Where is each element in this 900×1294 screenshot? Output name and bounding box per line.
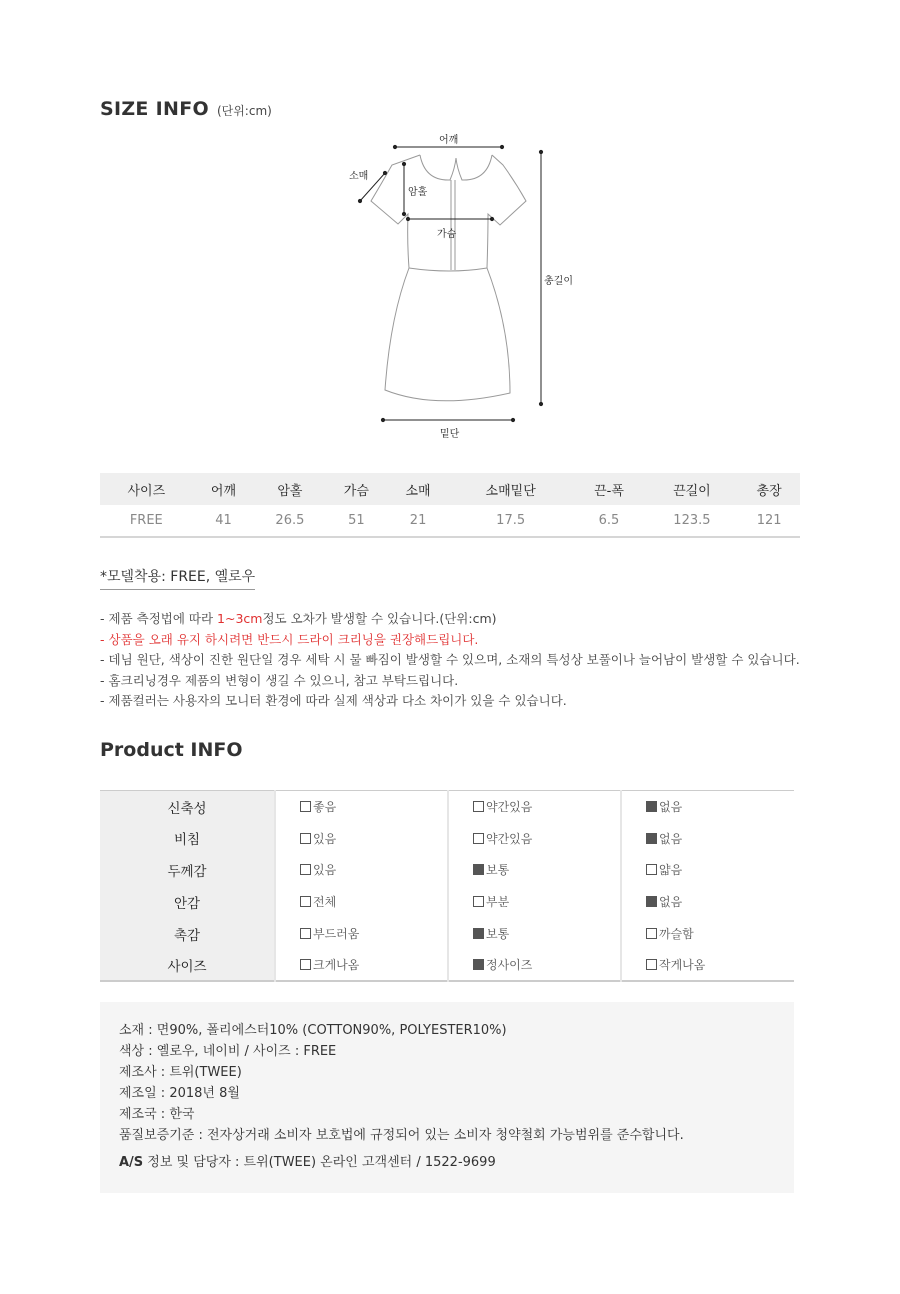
checked-box-icon: [473, 928, 484, 939]
option-label: 까슬함: [659, 927, 694, 942]
checked-box-icon: [473, 864, 484, 875]
option-label: 없음: [659, 831, 683, 846]
product-attr-option: [621, 791, 794, 823]
option-label: 없음: [659, 895, 683, 910]
option-label: 얇음: [659, 863, 683, 878]
option-label: 좋음: [313, 800, 337, 815]
option-label: 없음: [659, 800, 683, 815]
list-item: [100, 630, 800, 651]
unchecked-box-icon: [646, 864, 657, 875]
size-col-strap-length: 끈길이: [646, 473, 739, 505]
product-attr-option: [275, 949, 448, 981]
list-item: [100, 650, 800, 671]
unchecked-box-icon: [300, 928, 311, 939]
note-text: 데님 원단, 색상이 진한 원단일 경우 세탁 시 물 빠짐이 발생할 수 있으며, 소재의 특성상 보풀이나 늘어남이 발생할 수 있습니다.: [108, 652, 800, 667]
label-hem: 밑단: [440, 429, 460, 440]
checked-box-icon: [473, 959, 484, 970]
table-row: [100, 854, 794, 886]
size-col-total-length: 총장: [738, 473, 800, 505]
product-info-title: Product INFO: [100, 739, 243, 761]
unchecked-box-icon: [473, 833, 484, 844]
option-label: 있음: [313, 831, 337, 846]
dress-illustration: [340, 128, 600, 448]
list-item: [100, 671, 800, 692]
table-row: [100, 505, 800, 537]
unchecked-box-icon: [300, 833, 311, 844]
as-text: 정보 및 담당자 : 트위(TWEE) 온라인 고객센터 / 1522-9699: [143, 1155, 496, 1170]
size-cell: 21: [387, 505, 449, 537]
option-label: 부드러움: [313, 927, 360, 942]
unchecked-box-icon: [646, 928, 657, 939]
note-dash: -: [100, 693, 105, 708]
product-attr-label: 안감: [100, 886, 275, 918]
size-info-unit: (단위:cm): [216, 104, 272, 118]
product-attr-label: 신축성: [100, 791, 275, 823]
product-attr-option: [448, 949, 621, 981]
table-row: [100, 822, 794, 854]
unchecked-box-icon: [646, 959, 657, 970]
size-col-shoulder: 어깨: [193, 473, 255, 505]
checked-box-icon: [646, 833, 657, 844]
option-label: 전체: [313, 895, 337, 910]
detail-as-contact: [119, 1152, 794, 1173]
unchecked-box-icon: [300, 896, 311, 907]
table-row: [100, 886, 794, 918]
table-row: [100, 949, 794, 981]
table-row: [100, 791, 794, 823]
label-total-length: 총길이: [544, 276, 573, 287]
size-cell: 17.5: [449, 505, 572, 537]
size-table: [100, 473, 800, 538]
product-attr-option: [621, 949, 794, 981]
size-cell: 121: [738, 505, 800, 537]
product-attr-option: [275, 918, 448, 950]
product-attr-label: 촉감: [100, 918, 275, 950]
unchecked-box-icon: [300, 959, 311, 970]
dress-size-diagram: [340, 128, 600, 448]
size-cell: 41: [193, 505, 255, 537]
product-attr-option: [275, 791, 448, 823]
checked-box-icon: [646, 801, 657, 812]
product-attr-option: [448, 822, 621, 854]
option-label: 약간있음: [486, 800, 533, 815]
size-col-sleeve-hem: 소매밑단: [449, 473, 572, 505]
product-attr-option: [448, 918, 621, 950]
size-info-heading: [100, 98, 272, 120]
detail-country: 제조국 : 한국: [119, 1107, 195, 1122]
size-cell: 51: [325, 505, 387, 537]
note-dash: -: [100, 631, 105, 647]
label-sleeve: 소매: [349, 171, 369, 182]
unchecked-box-icon: [473, 896, 484, 907]
size-cell: 6.5: [572, 505, 645, 537]
note-text: 제품컬러는 사용자의 모니터 환경에 따라 실제 색상과 다소 차이가 있을 수 있습니다.: [108, 693, 567, 708]
option-label: 있음: [313, 863, 337, 878]
size-cell: 26.5: [254, 505, 325, 537]
size-cell: 123.5: [646, 505, 739, 537]
size-col-size: 사이즈: [100, 473, 193, 505]
product-attr-label: 두께감: [100, 854, 275, 886]
as-prefix: A/S: [119, 1155, 144, 1170]
note-highlight: 1~3cm: [217, 611, 263, 626]
product-attr-option: [621, 822, 794, 854]
detail-color-size: 색상 : 옐로우, 네이비 / 사이즈 : FREE: [119, 1044, 337, 1059]
product-details-box: [100, 1002, 794, 1193]
detail-date: 제조일 : 2018년 8월: [119, 1086, 240, 1101]
label-armhole: 암홀: [408, 187, 428, 198]
product-attr-option: [448, 791, 621, 823]
product-info-table: [100, 790, 794, 982]
product-attr-option: [448, 854, 621, 886]
list-item: [100, 691, 800, 712]
option-label: 작게나옴: [659, 958, 706, 973]
model-wearing-note: *모델착용: FREE, 옐로우: [100, 566, 255, 590]
size-col-chest: 가슴: [325, 473, 387, 505]
product-attr-option: [275, 886, 448, 918]
option-label: 보통: [486, 863, 510, 878]
note-highlight: 상품을 오래 유지 하시려면 반드시 드라이 크리닝을 권장해드립니다.: [108, 631, 479, 647]
note-dash: -: [100, 611, 105, 626]
checked-box-icon: [646, 896, 657, 907]
unchecked-box-icon: [473, 801, 484, 812]
note-dash: -: [100, 652, 105, 667]
label-shoulder: 어깨: [439, 135, 459, 146]
product-attr-label: 사이즈: [100, 949, 275, 981]
detail-warranty: 품질보증기준 : 전자상거래 소비자 보호법에 규정되어 있는 소비자 청약철회 가능범위를 준수합니다.: [119, 1128, 684, 1143]
size-col-armhole: 암홀: [254, 473, 325, 505]
size-info-title: SIZE INFO: [100, 98, 209, 120]
note-dash: -: [100, 672, 105, 688]
unchecked-box-icon: [300, 864, 311, 875]
list-item: [100, 609, 800, 630]
product-attr-option: [621, 886, 794, 918]
note-text: 제품 측정법에 따라: [108, 611, 218, 626]
size-col-strap-width: 끈-폭: [572, 473, 645, 505]
option-label: 보통: [486, 927, 510, 942]
note-text: 홈크리닝경우 제품의 변형이 생길 수 있으니, 참고 부탁드립니다.: [108, 672, 459, 688]
option-label: 크게나옴: [313, 958, 360, 973]
product-attr-option: [621, 854, 794, 886]
option-label: 약간있음: [486, 831, 533, 846]
product-attr-option: [621, 918, 794, 950]
size-table-header-row: [100, 473, 800, 505]
product-attr-label: 비침: [100, 822, 275, 854]
size-col-sleeve: 소매: [387, 473, 449, 505]
detail-material: 소재 : 면90%, 폴리에스터10% (COTTON90%, POLYESTER10%): [119, 1023, 507, 1038]
unchecked-box-icon: [300, 801, 311, 812]
product-attr-option: [448, 886, 621, 918]
care-notes: [100, 609, 800, 712]
option-label: 부분: [486, 895, 510, 910]
size-cell: FREE: [100, 505, 193, 537]
option-label: 정사이즈: [486, 958, 533, 973]
product-attr-option: [275, 854, 448, 886]
note-text: 정도 오차가 발생할 수 있습니다.(단위:cm): [262, 611, 497, 626]
product-attr-option: [275, 822, 448, 854]
detail-maker: 제조사 : 트위(TWEE): [119, 1065, 242, 1080]
label-chest: 가슴: [437, 229, 457, 240]
table-row: [100, 918, 794, 950]
